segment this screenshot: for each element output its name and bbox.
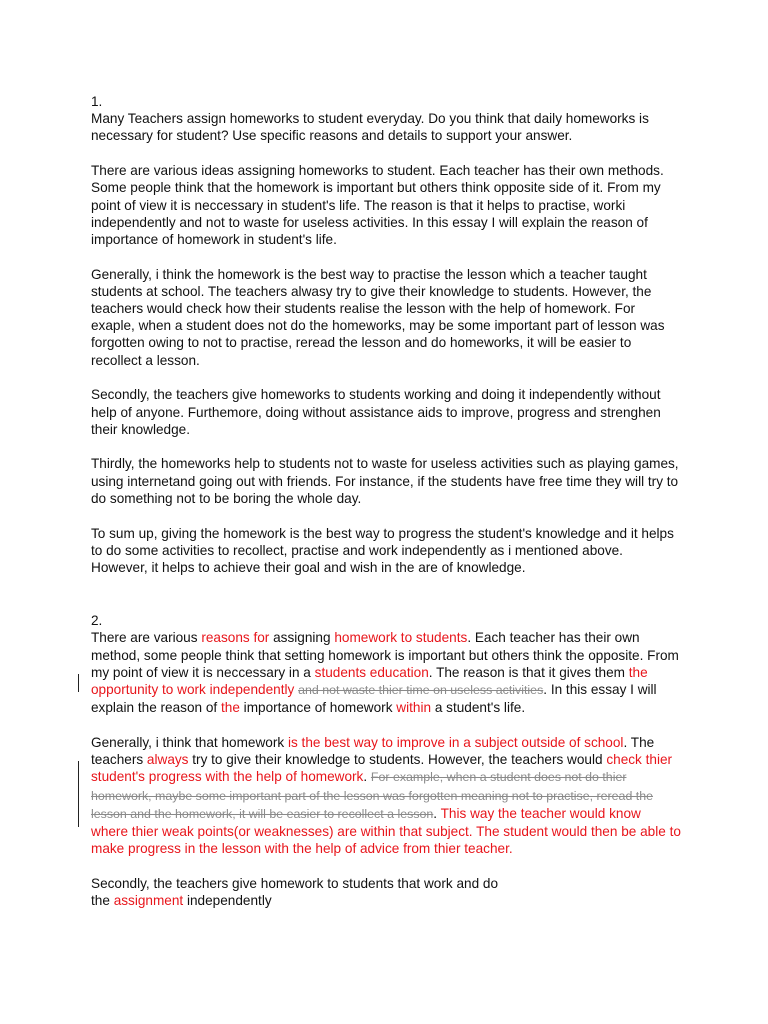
text-run: a student's life. [431, 700, 526, 716]
text-run: . [433, 805, 441, 821]
text-run: importance of homework [239, 700, 397, 716]
document-page [91, 93, 681, 927]
essay-1-paragraph: Generally, i think the homework is the best way to practise the lesson which a teacher taught students at school. The teachers alwasy try to give their knowledge to students. However, the teachers would check how their students realise the lesson with the help of homework. For exaple, when a student does not do the homeworks, may be some important part of lesson was forgotten owing to not to practise, reread the lesson and do homeworks, it will be easier to recollect a lesson. [91, 266, 665, 368]
essay-1-paragraph: There are various ideas assigning homeworks to student. Each teacher has their own methods. Some people think that the homework is important but others think opposite side of it. From my point of view it is neccessary in student's life. The reason is that it helps to practise, worki independently and not to waste for useless activities. In this essay I will explain the reason of importance of homework in student's life. [91, 163, 664, 247]
essay-2-paragraph-3 [91, 875, 681, 909]
correction-text: check thier student's progress with the help of homework [91, 752, 673, 785]
essay-1-number: 1. [91, 94, 103, 109]
text-run: . Each teacher has their own method, some people think that setting homework is important but others think the opposite. From my point of view it is neccessary in a [91, 630, 679, 680]
text-run: . The reason is that it gives them [428, 664, 629, 680]
text-run: Secondly, the teachers give homework to students that work and do [91, 875, 499, 891]
essay-1-paragraph: To sum up, giving the homework is the best way to progress the student's knowledge and it helps to do some activities to recollect, practise and work independently as i mentioned above. However, it helps to achieve their goal and wish in the are of knowledge. [91, 525, 674, 575]
correction-text: assignment [113, 893, 184, 909]
essay-1-paragraph: Thirdly, the homeworks help to students not to waste for useless activities such as playing games, using internetand going out with friends. For instance, if the students have free time they will try to do something not to be boring the whole day. [91, 456, 679, 506]
correction-text: is the best way to improve in a subject outside of school [287, 734, 624, 750]
text-run: . [363, 769, 371, 785]
correction-text: students education [314, 664, 429, 680]
correction-text: within [396, 700, 432, 716]
text-run: try to give their knowledge to students. However, the teachers would [188, 752, 607, 768]
correction-text: always [146, 752, 189, 768]
text-run: . In this essay I will explain the reason of [91, 681, 657, 716]
essay-2-number: 2. [91, 613, 103, 629]
deleted-text: For example, when a student does not do thier homework, maybe some important part of the lesson was forgotten meaning not to practise, reread the lesson and the homework, it will be easier to recollect a lesson [91, 770, 654, 821]
deleted-text: and not waste thier time on useless activities [298, 682, 544, 697]
correction-text: homework to students [334, 630, 468, 646]
essay-2-paragraph-1 [91, 629, 681, 716]
text-run: assigning [269, 630, 335, 646]
text-run: independently [183, 893, 272, 909]
correction-text: This way the teacher would know where thier weak points(or weaknesses) are within that subject. The student would then be able to make progress in the lesson with the help of advice from thier teacher. [91, 805, 681, 857]
essay-2-paragraph-2 [91, 734, 681, 857]
text-run: the [91, 893, 114, 909]
correction-text: the [220, 700, 240, 716]
text-run: . The teachers [91, 734, 655, 768]
change-bar [78, 674, 79, 692]
text-run: There are various [91, 630, 202, 646]
essay-1-prompt: Many Teachers assign homeworks to student everyday. Do you think that daily homeworks is necessary for student? Use specific reasons and details to support your answer. [91, 111, 649, 144]
change-bar [78, 761, 79, 827]
essay-1-paragraph: Secondly, the teachers give homeworks to students working and doing it independently without help of anyone. Furthemore, doing without assistance aids to improve, progress and strenghen their knowledge. [91, 387, 661, 437]
correction-text: reasons for [201, 630, 270, 646]
text-run: Generally, i think that homework [91, 734, 288, 750]
correction-text: the opportunity to work independently [91, 664, 648, 697]
